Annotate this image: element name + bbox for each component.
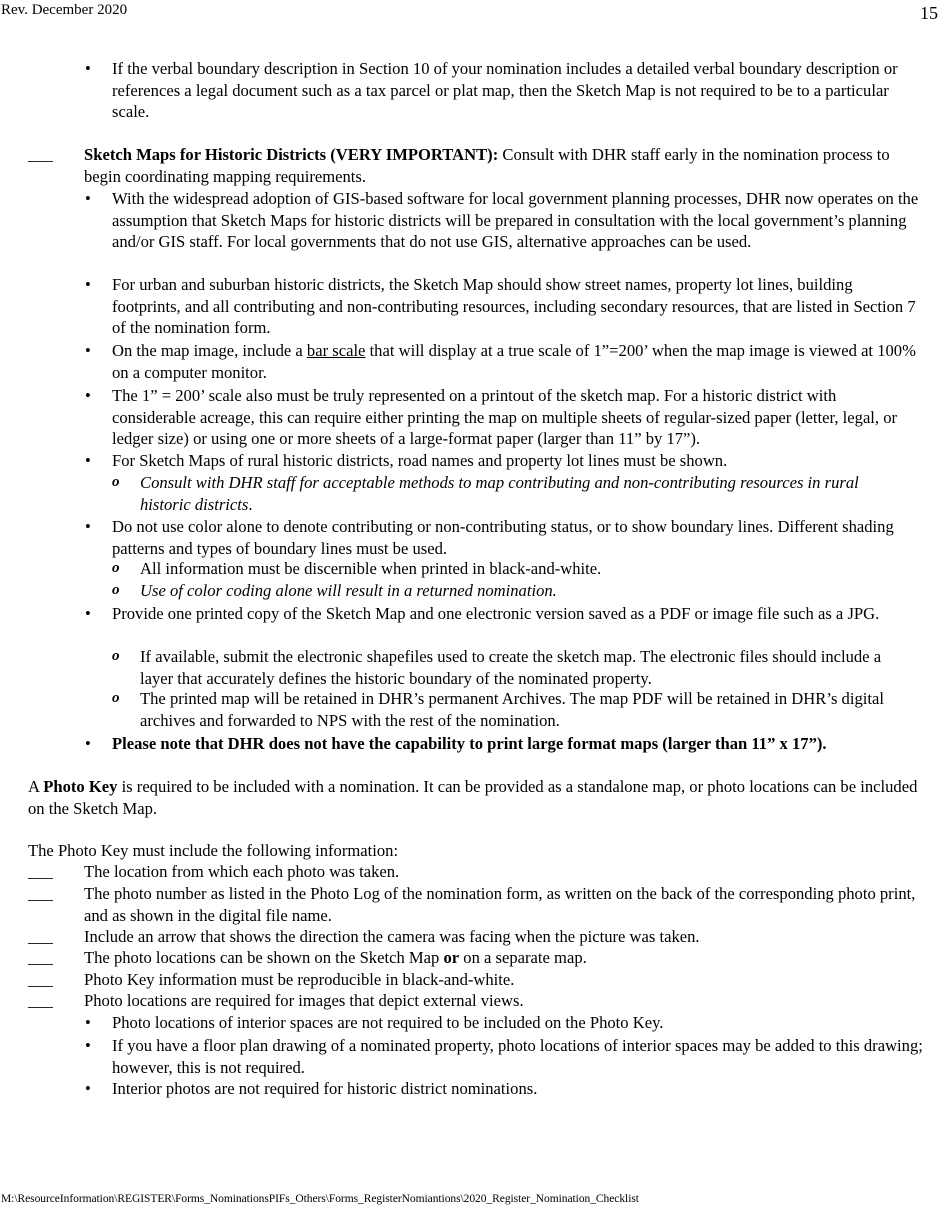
- sub-bullet-icon: o: [112, 690, 120, 706]
- bullet-icon: •: [85, 275, 91, 294]
- revision-label: Rev. December 2020: [1, 2, 128, 18]
- checklist-item: [28, 969, 923, 991]
- photo-key-term: Photo Key: [43, 777, 118, 796]
- list-item: [85, 1012, 923, 1034]
- sub-bullet-text: Use of color coding alone will result in a returned nomination.: [140, 581, 557, 600]
- bullet-icon: •: [85, 1036, 91, 1055]
- checkbox-blank[interactable]: ___: [28, 862, 53, 881]
- bullet-text: For Sketch Maps of rural historic districts, road names and property lot lines must be shown.: [112, 451, 728, 470]
- bullet-text-part: On the map image, include a: [112, 341, 307, 360]
- checkbox-blank[interactable]: ___: [28, 145, 53, 164]
- file-path-footer: M:\ResourceInformation\REGISTER\Forms_NominationsPIFs_Others\Forms_RegisterNomiantions\2020_Register_Nomination_Checklist: [1, 1193, 639, 1205]
- sub-bullet-text: If available, submit the electronic shapefiles used to create the sketch map. The electronic files should include a layer that accurately defines the historic boundary of the nominated property.: [140, 647, 882, 688]
- section-title: Sketch Maps for Historic Districts (VERY IMPORTANT):: [84, 145, 499, 164]
- checkbox-blank[interactable]: ___: [28, 884, 53, 903]
- sub-bullet-icon: o: [112, 648, 120, 664]
- bullet-text: With the widespread adoption of GIS-based software for local government planning processes, DHR now operates on the assumption that Sketch Maps for historic districts will be prepared in consultation with the local government’s planning and/or GIS staff. For local governments that do not use GIS, alternative approaches can be used.: [112, 189, 919, 252]
- checklist-text-part: or: [443, 948, 460, 967]
- checklist-item: [28, 947, 923, 969]
- bullet-icon: •: [85, 1013, 91, 1032]
- bar-scale-term: bar scale: [306, 341, 366, 360]
- bullet-text: Interior photos are not required for historic district nominations.: [112, 1079, 538, 1098]
- sub-list-item: [112, 472, 912, 515]
- photo-key-paragraph: [28, 776, 923, 819]
- checkbox-blank[interactable]: ___: [28, 991, 53, 1010]
- sub-bullet-text: The printed map will be retained in DHR’s permanent Archives. The map PDF will be retained in DHR’s digital archives and forwarded to NPS with the rest of the nomination.: [140, 689, 884, 730]
- list-item: [85, 733, 923, 755]
- sub-bullet-text: All information must be discernible when printed in black-and-white.: [140, 559, 602, 578]
- checklist-text: The photo number as listed in the Photo Log of the nomination form, as written on the back of the corresponding photo print, and as shown in the digital file name.: [84, 884, 916, 925]
- bullet-text: Do not use color alone to denote contributing or non-contributing status, or to show boundary lines. Different shading patterns and types of boundary lines must be used.: [112, 517, 894, 558]
- bullet-text: For urban and suburban historic districts, the Sketch Map should show street names, property lot lines, building footprints, and all contributing and non-contributing resources, including secondary resources, that are listed in Section 7 of the nomination form.: [112, 275, 916, 338]
- list-item: [85, 603, 923, 625]
- paragraph-text-part: A: [28, 777, 44, 796]
- checklist-text: Photo Key information must be reproducible in black-and-white.: [84, 970, 515, 989]
- bullet-icon: •: [85, 59, 91, 78]
- bullet-icon: •: [85, 604, 91, 623]
- sub-bullet-icon: o: [112, 560, 120, 576]
- list-item: [85, 385, 923, 450]
- list-item: [85, 1078, 923, 1100]
- checkbox-blank[interactable]: ___: [28, 970, 53, 989]
- list-item: [85, 516, 923, 559]
- bullet-text: [112, 340, 923, 383]
- sub-list-item: [112, 688, 912, 731]
- sub-bullet-text-part: .: [248, 494, 253, 514]
- checklist-item: [28, 926, 923, 948]
- checklist-text: Include an arrow that shows the direction the camera was facing when the picture was taken.: [84, 927, 700, 946]
- bullet-icon: •: [85, 1079, 91, 1098]
- checklist-text: [84, 947, 923, 969]
- bullet-text: The 1” = 200’ scale also must be truly represented on a printout of the sketch map. For a historic district with considerable acreage, this can require either printing the map on multiple sheets of regular-sized paper (letter, legal, or ledger size) or using one or more sheets of a large-format paper (larger than 11” by 17”).: [112, 386, 898, 449]
- list-item: [85, 340, 923, 383]
- bullet-text-part: that will display at a true scale of 1”=200’ when the map image is viewed at 100% on a computer monitor.: [112, 341, 916, 382]
- bullet-icon: •: [85, 451, 91, 470]
- sub-bullet-icon: o: [112, 582, 120, 598]
- list-item: [85, 274, 923, 339]
- bullet-icon: •: [85, 517, 91, 536]
- bullet-text: Photo locations of interior spaces are not required to be included on the Photo Key.: [112, 1013, 664, 1032]
- list-item: [85, 188, 923, 253]
- bullet-text: If you have a floor plan drawing of a nominated property, photo locations of interior spaces may be added to this drawing; however, this is not required.: [112, 1036, 923, 1077]
- photo-key-requirements-heading: The Photo Key must include the following information:: [28, 841, 399, 860]
- sub-bullet-text-part: Consult with DHR staff for acceptable methods to map contributing and non-contributing resources in rural historic districts: [140, 473, 859, 514]
- checklist-text-part: on a separate map.: [459, 948, 587, 967]
- list-item: [85, 1035, 923, 1078]
- checklist-item: [28, 990, 923, 1012]
- bullet-icon: •: [85, 386, 91, 405]
- sub-bullet-icon: o: [112, 474, 120, 490]
- bullet-icon: •: [85, 341, 91, 360]
- list-item: [85, 58, 923, 123]
- checkbox-blank[interactable]: ___: [28, 927, 53, 946]
- checklist-item: [28, 883, 923, 926]
- sub-list-item: [112, 646, 912, 689]
- checklist-text-part: The photo locations can be shown on the Sketch Map: [84, 948, 444, 967]
- bullet-text: If the verbal boundary description in Section 10 of your nomination includes a detailed verbal boundary description or references a legal document such as a tax parcel or plat map, then the Sketch Map is not required to be to a particular scale.: [112, 59, 898, 122]
- checkbox-blank[interactable]: ___: [28, 948, 53, 967]
- list-item: [85, 450, 923, 472]
- sub-bullet-text: [140, 472, 912, 515]
- sub-list-item: [112, 558, 912, 580]
- checklist-item: [28, 861, 923, 883]
- sub-list-item: [112, 580, 912, 602]
- bullet-text: Provide one printed copy of the Sketch Map and one electronic version saved as a PDF or image file such as a JPG.: [112, 604, 880, 623]
- bullet-text: Please note that DHR does not have the capability to print large format maps (larger than 11” x 17”).: [112, 734, 827, 753]
- section-intro: Consult with DHR staff early in the nomination process to begin coordinating mapping requirements.: [84, 145, 890, 186]
- section-text: [84, 144, 923, 187]
- checklist-item-historic-districts: [28, 144, 923, 187]
- checklist-text: Photo locations are required for images that depict external views.: [84, 991, 524, 1010]
- page-number: 15: [920, 3, 938, 23]
- paragraph-text-part: is required to be included with a nomination. It can be provided as a standalone map, or photo locations can be included on the Sketch Map.: [28, 777, 918, 818]
- checklist-text: The location from which each photo was taken.: [84, 862, 400, 881]
- bullet-icon: •: [85, 734, 91, 753]
- bullet-icon: •: [85, 189, 91, 208]
